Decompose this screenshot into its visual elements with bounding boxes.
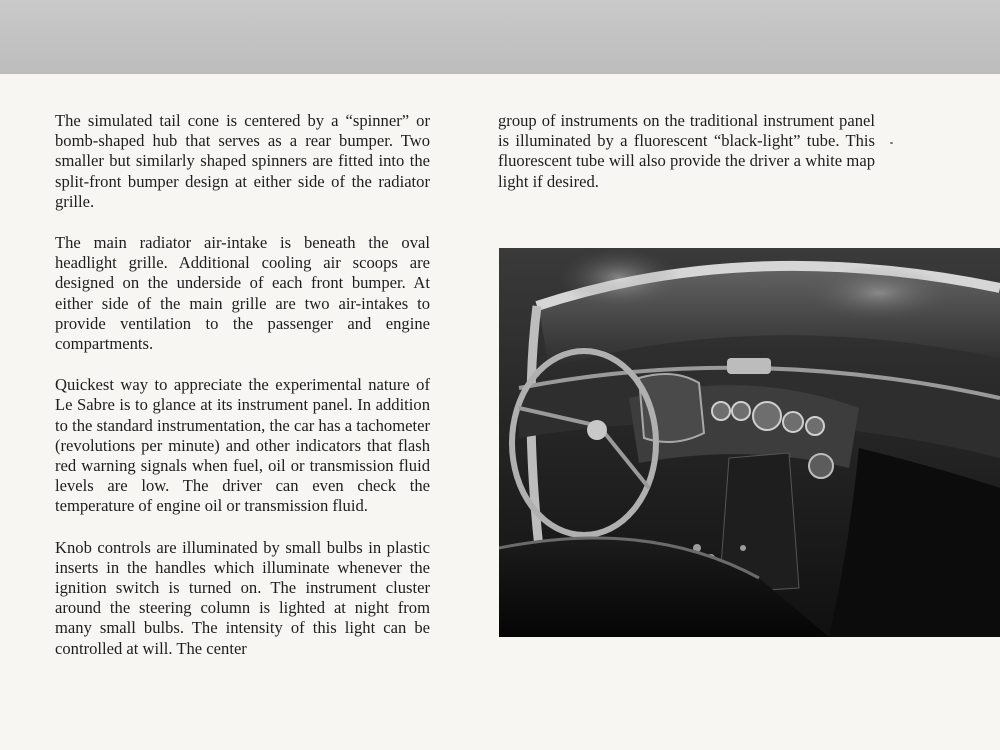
- print-speck: [890, 142, 893, 144]
- right-text-column: [498, 111, 875, 192]
- horn-button: [587, 420, 607, 440]
- knob: [740, 545, 746, 551]
- map-light-housing: [727, 358, 771, 374]
- light-reflection: [809, 265, 949, 321]
- car-interior-dashboard-photo: [499, 248, 1000, 637]
- gauge: [806, 417, 824, 435]
- light-reflection: [559, 248, 679, 308]
- page-header-band: [0, 0, 1000, 74]
- left-text-column: [55, 111, 430, 659]
- gauge: [753, 402, 781, 430]
- gauge: [712, 402, 730, 420]
- gauge: [732, 402, 750, 420]
- console-gauge: [809, 454, 833, 478]
- paragraph-tail-cone: The simulated tail cone is centered by a “spinner” or bomb-shaped hub that serves as a rear bumper. Two smaller but similarly shaped spinners are fitted into the split-front bumper design at either side of the radiator grille.: [55, 111, 430, 211]
- paragraph-instrument-panel: Quickest way to appreciate the experimental nature of Le Sabre is to glance at its instrument panel. In addition to the standard instrumentation, the car has a tachometer (revolutions per minute) and other indicators that flash red warning signals when fuel, oil or transmission fluid levels are low. The driver can even check the temperature of engine oil or transmission fluid.: [55, 375, 430, 516]
- paragraph-knob-controls: Knob controls are illuminated by small bulbs in plastic inserts in the handles which illuminate whenever the ignition switch is turned on. The instrument cluster around the steering column is lighted at night from many small bulbs. The intensity of this light can be controlled at will. The center: [55, 537, 430, 658]
- gauge: [783, 412, 803, 432]
- paragraph-radiator-intake: The main radiator air-intake is beneath the oval headlight grille. Additional cooling air scoops are designed on the underside of each front bumper. At either side of the main grille are two air-intakes to provide ventilation to the passenger and engine compartments.: [55, 233, 430, 354]
- paragraph-black-light: group of instruments on the traditional instrument panel is illuminated by a fluorescent “black-light” tube. This fluorescent tube will also provide the driver a white map light if desired.: [498, 111, 875, 191]
